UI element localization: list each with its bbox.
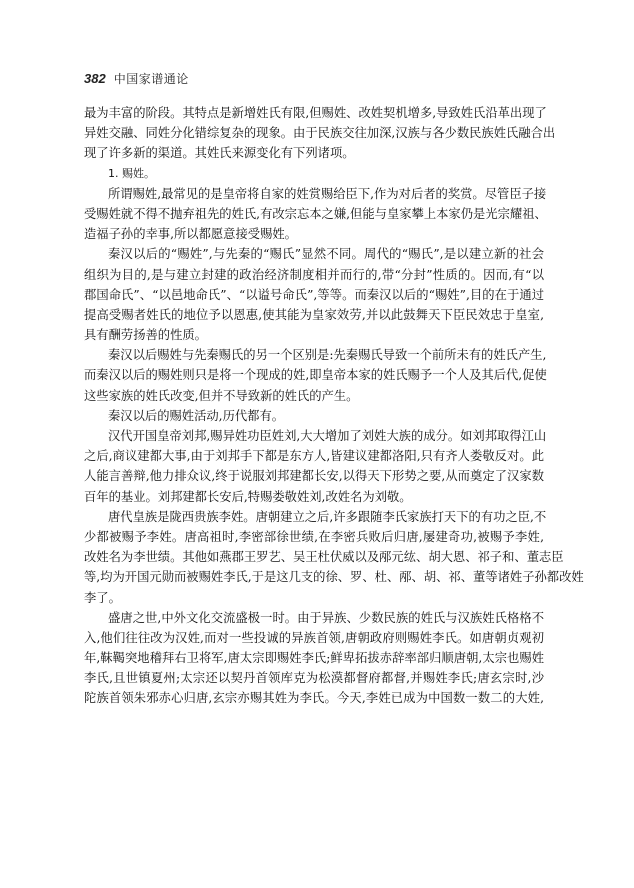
text-line: 人能言善辩,他力排众议,终于说服刘邦建都长安,以得天下形势之要,从而奠定了汉家数 <box>84 469 544 484</box>
paragraph-tang <box>84 507 584 608</box>
text-line: 少都被赐予李姓。唐高祖时,李密部徐世绩,在李密兵败后归唐,屡建奇功,被赐予李姓, <box>84 529 544 544</box>
paragraph-history <box>84 406 544 426</box>
text-line: 汉代开国皇帝刘邦,赐异姓功臣姓刘,大大增加了刘姓大族的成分。如刘邦取得江山 <box>108 429 547 443</box>
paragraph-intro <box>84 103 556 164</box>
text-line: 入,他们往往改为汉姓,而对一些投诚的异族首领,唐朝政府则赐姓李氏。如唐朝贞观初 <box>84 630 544 645</box>
text-line: 李了。 <box>84 590 121 605</box>
paragraph-comparison <box>84 244 544 345</box>
book-title: 中国家谱通论 <box>113 72 189 86</box>
text-line: 之后,商议建都大事,由于刘邦手下都是东方人,皆建议建都洛阳,只有齐人娄敬反对。此 <box>84 449 544 464</box>
text-line: 秦汉以后赐姓与先秦赐氏的另一个区别是:先秦赐氏导致一个前所未有的姓氏产生, <box>108 348 547 363</box>
text-line: 组织为目的,是与建立封建的政治经济制度相并而行的,带“分封”性质的。因而,有“以 <box>84 267 544 282</box>
text-line: 具有酬劳扬善的性质。 <box>84 328 207 343</box>
text-line: 年,靺鞨突地稽拜右卫将军,唐太宗即赐姓李氏;鲜卑拓拔赤辞率部归顺唐朝,太宗也赐姓 <box>84 651 544 666</box>
section-heading: 1. 赐姓。 <box>108 166 155 180</box>
text-line: 而秦汉以后的赐姓则只是将一个现成的姓,即皇帝本家的姓氏赐予一个人及其后代,促使 <box>84 368 547 383</box>
paragraph-definition <box>84 184 547 245</box>
text-line: 造福子孙的幸事,所以都愿意接受赐姓。 <box>84 227 297 242</box>
text-line: 郡国命氏”、“以邑地命氏”、“以谥号命氏”,等等。而秦汉以后的“赐姓”,目的在于通过 <box>84 287 544 302</box>
text-line: 百年的基业。刘邦建都长安后,特赐娄敬姓刘,改姓名为刘敬。 <box>84 489 412 504</box>
text-line: 改姓名为李世绩。其他如燕郡王罗艺、吴王杜伏威以及邴元纮、胡大恩、祁子和、董志臣 <box>84 550 564 565</box>
page-number: 382 <box>84 71 106 86</box>
text-line: 现了许多新的渠道。其姓氏来源变化有下列诸项。 <box>84 146 355 161</box>
text-line: 受赐姓就不得不抛弃祖先的姓氏,有改宗忘本之嫌,但能与皇家攀上本家仍是光宗耀祖、 <box>84 206 547 221</box>
paragraph-han <box>84 426 547 507</box>
paragraph-difference <box>84 345 547 406</box>
text-line: 最为丰富的阶段。其特点是新增姓氏有限,但赐姓、改姓契机增多,导致姓氏沿革出现了 <box>84 106 547 120</box>
running-header <box>84 70 189 90</box>
text-line: 这些家族的姓氏改变,但并不导致新的姓氏的产生。 <box>84 388 359 403</box>
paragraph-high-tang <box>84 608 544 709</box>
text-line: 李氏,且世镇夏州;太宗还以契丹首领库克为松漠都督府都督,并赐姓李氏;唐玄宗时,沙 <box>84 671 544 686</box>
text-line: 秦汉以后的赐姓活动,历代都有。 <box>108 408 285 423</box>
text-line: 陀族首领朱邪赤心归唐,玄宗亦赐其姓为李氏。今天,李姓已成为中国数一数二的大姓, <box>84 691 544 706</box>
text-line: 提高受赐者姓氏的地位予以恩惠,使其能为皇家效劳,并以此鼓舞天下臣民效忠于皇室, <box>84 307 544 322</box>
text-line: 盛唐之世,中外文化交流盛极一时。由于异族、少数民族的姓氏与汉族姓氏格格不 <box>108 610 544 625</box>
text-line: 秦汉以后的“赐姓”,与先秦的“赐氏”显然不同。周代的“赐氏”,是以建立新的社会 <box>108 247 544 262</box>
text-line: 所谓赐姓,最常见的是皇帝将自家的姓赏赐给臣下,作为对后者的奖赏。尽管臣子接 <box>108 186 547 201</box>
body-text <box>84 103 584 709</box>
text-line: 等,均为开国元勋而被赐姓李氏,于是这几支的徐、罗、杜、邴、胡、祁、董等诸姓子孙都改姓 <box>84 570 584 585</box>
text-line: 唐代皇族是陇西贵族李姓。唐朝建立之后,许多跟随李氏家族打天下的有功之臣,不 <box>108 509 547 524</box>
text-line: 异姓交融、同姓分化错综复杂的现象。由于民族交往加深,汉族与各少数民族姓氏融合出 <box>84 126 556 141</box>
